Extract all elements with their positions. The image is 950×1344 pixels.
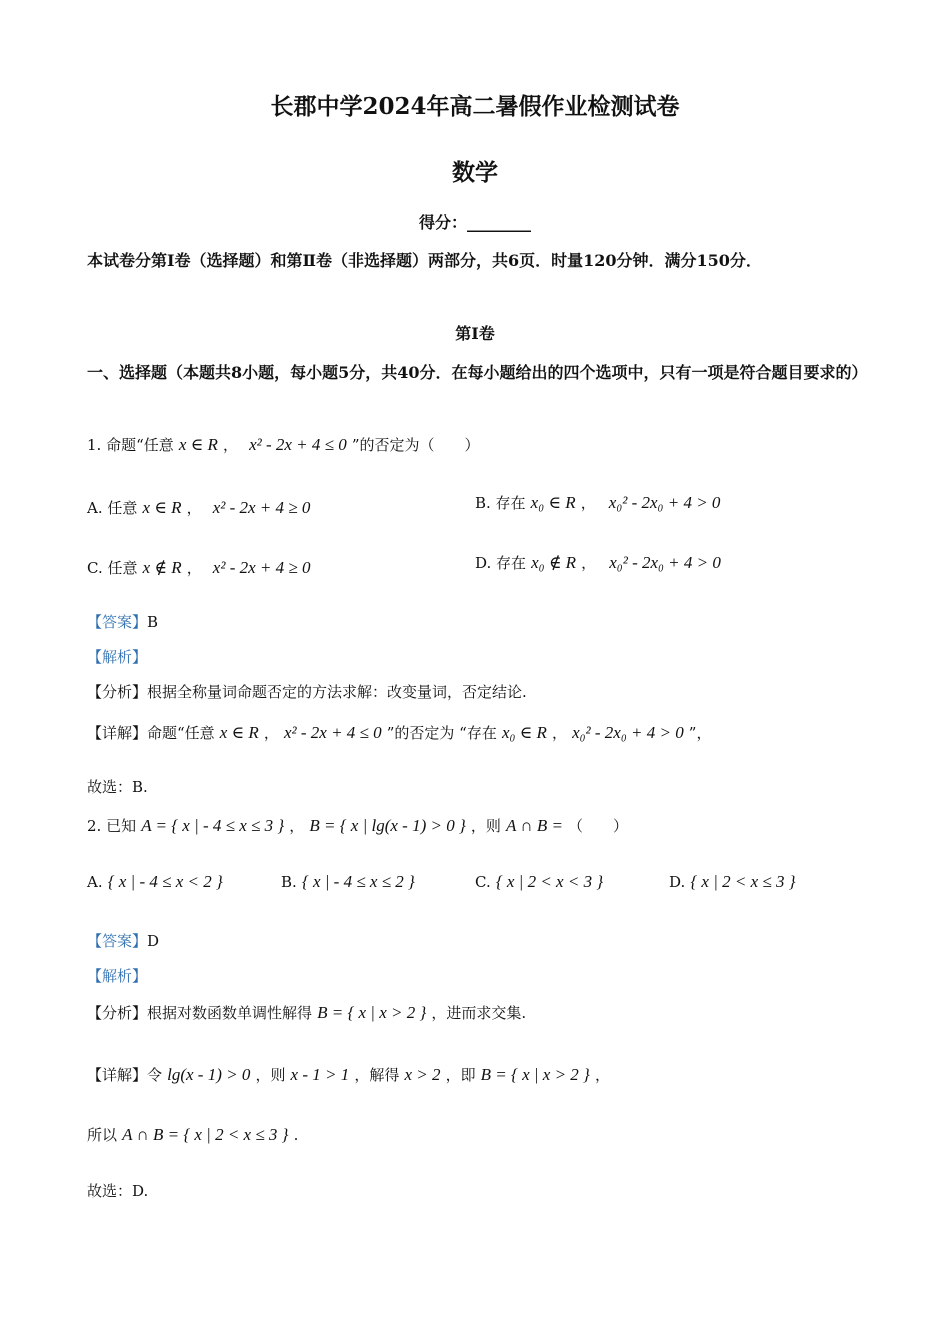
q1-conclusion: 故选：B. bbox=[87, 778, 148, 796]
q2-detail: 【详解】令 lg(x - 1) > 0 ，则 x - 1 > 1 ，解得 x > 2 ，即 B = { x | x > 2 } ， bbox=[87, 1065, 610, 1084]
answer-tag: 【答案】 bbox=[87, 932, 148, 950]
section-heading: 一、选择题（本题共8小题，每小题5分，共40分．在每小题给出的四个选项中，只有一项是符合题目要求的） bbox=[87, 363, 868, 382]
q2-option-d[interactable]: D. { x | 2 < x ≤ 3 } bbox=[669, 872, 796, 891]
q2-analysis-tag: 【解析】 bbox=[87, 967, 148, 985]
volume-heading: 第Ⅰ卷 bbox=[455, 324, 495, 343]
q2-option-b[interactable]: B. { x | - 4 ≤ x ≤ 2 } bbox=[281, 872, 415, 891]
exam-title: 长郡中学2024年高二暑假作业检测试卷 bbox=[270, 93, 680, 120]
q2-option-a[interactable]: A. { x | - 4 ≤ x < 2 } bbox=[87, 872, 223, 891]
q2-result: 所以 A ∩ B = { x | 2 < x ≤ 3 } . bbox=[87, 1125, 299, 1144]
score-line: 得分：________ bbox=[418, 213, 531, 232]
q2-answer: 【答案】D bbox=[87, 932, 160, 950]
q1-option-a[interactable]: A. 任意 x ∈ R ， x² - 2x + 4 ≥ 0 bbox=[87, 498, 311, 517]
q1-option-b[interactable]: B. 存在 x₀ ∈ R ， x₀² - 2x₀ + 4 > 0 bbox=[475, 493, 721, 512]
q1-analysis-tag: 【解析】 bbox=[87, 648, 148, 666]
q1-option-d[interactable]: D. 存在 x₀ ∉ R ， x₀² - 2x₀ + 4 > 0 bbox=[475, 553, 721, 572]
q1-stem: 1. 命题“任意 x ∈ R ， x² - 2x + 4 ≤ 0 ”的否定为（ ） bbox=[87, 435, 480, 454]
answer-tag: 【答案】 bbox=[87, 613, 148, 631]
subject-title: 数学 bbox=[452, 159, 498, 186]
exam-intro: 本试卷分第Ⅰ卷（选择题）和第Ⅱ卷（非选择题）两部分，共6页．时量120分钟．满分150分． bbox=[87, 251, 762, 270]
q1-analysis: 【分析】根据全称量词命题否定的方法求解：改变量词，否定结论. bbox=[87, 683, 527, 701]
q2-analysis: 【分析】根据对数函数单调性解得 B = { x | x > 2 } ，进而求交集. bbox=[87, 1003, 527, 1022]
q1-answer: 【答案】B bbox=[87, 613, 159, 631]
q2-option-c[interactable]: C. { x | 2 < x < 3 } bbox=[475, 872, 604, 891]
q2-conclusion: 故选：D. bbox=[87, 1182, 149, 1200]
q2-stem: 2. 已知 A = { x | - 4 ≤ x ≤ 3 } ， B = { x | lg(x - 1) > 0 } ，则 A ∩ B = （ ） bbox=[87, 816, 629, 835]
q1-option-c[interactable]: C. 任意 x ∉ R ， x² - 2x + 4 ≥ 0 bbox=[87, 558, 311, 577]
q1-detail: 【详解】命题“任意 x ∈ R ， x² - 2x + 4 ≤ 0 ”的否定为 “存在 x₀ ∈ R ， x₀² - 2x₀ + 4 > 0 ”， bbox=[87, 723, 712, 742]
